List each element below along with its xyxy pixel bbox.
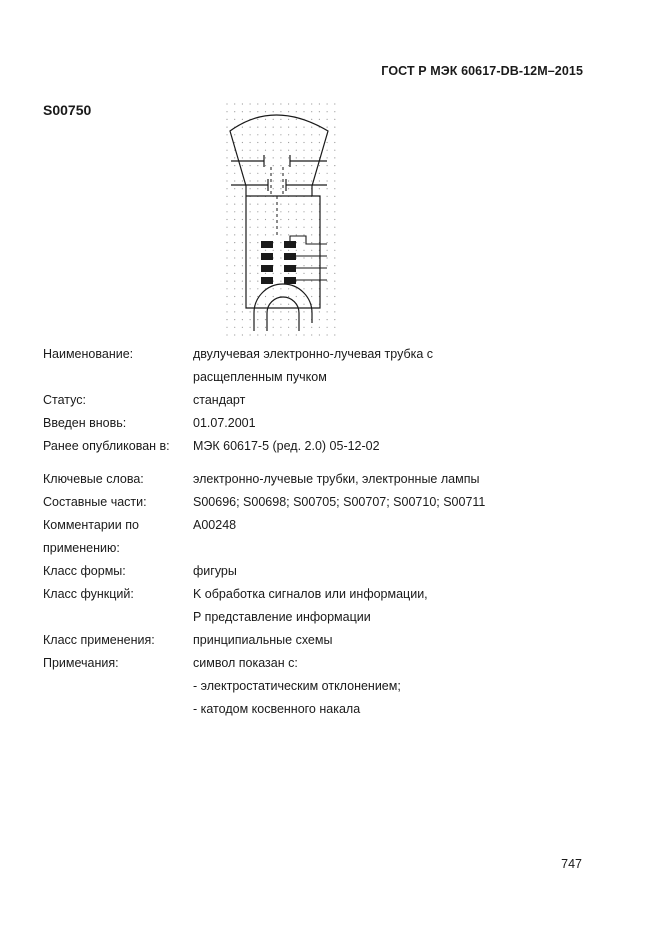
property-row [43, 491, 603, 514]
property-value: двулучевая электронно-лучевая трубка с [193, 347, 434, 361]
symbol-code: S00750 [43, 102, 92, 118]
property-label [43, 698, 193, 721]
property-value: 01.07.2001 [193, 416, 256, 430]
document-header: ГОСТ Р МЭК 60617-DB-12M–2015 [381, 64, 583, 78]
property-row [43, 468, 603, 491]
property-row [43, 629, 603, 652]
property-row [43, 514, 603, 537]
property-label: Комментарии по [43, 518, 139, 532]
beam-dashes [271, 167, 283, 236]
electrode-blocks [261, 241, 296, 284]
property-value: МЭК 60617-5 (ред. 2.0) 05-12-02 [193, 439, 380, 453]
property-label: Составные части: [43, 495, 147, 509]
property-row [43, 366, 603, 389]
property-label: Наименование: [43, 347, 134, 361]
property-row [43, 343, 603, 366]
property-value: - катодом косвенного накала [193, 702, 361, 716]
property-label [43, 606, 193, 629]
property-value [193, 537, 603, 560]
property-value: принципиальные схемы [193, 633, 333, 647]
property-row [43, 698, 603, 721]
property-label [43, 675, 193, 698]
property-value: символ показан с: [193, 656, 298, 670]
property-value: K обработка сигналов или информации, [193, 587, 428, 601]
property-value: электронно-лучевые трубки, электронные лампы [193, 472, 480, 486]
property-label: Класс функций: [43, 587, 134, 601]
property-label: Статус: [43, 393, 86, 407]
property-label: Введен вновь: [43, 416, 127, 430]
page-number: 747 [561, 857, 582, 871]
tube-outline [230, 115, 328, 331]
property-label: Ранее опубликован в: [43, 439, 170, 453]
dot-grid-background [226, 103, 335, 335]
property-value: стандарт [193, 393, 246, 407]
property-row [43, 606, 603, 629]
property-row [43, 537, 603, 560]
property-row [43, 560, 603, 583]
deflection-plates-left [231, 155, 268, 191]
property-row [43, 583, 603, 606]
property-label: Класс формы: [43, 564, 126, 578]
property-value: расщепленным пучком [193, 370, 327, 384]
properties-table [43, 343, 603, 721]
property-label: Ключевые слова: [43, 472, 144, 486]
property-value: A00248 [193, 518, 237, 532]
property-row [43, 412, 603, 435]
property-label: Класс применения: [43, 633, 155, 647]
property-value: P представление информации [193, 610, 371, 624]
property-label: применению: [43, 541, 120, 555]
property-label: Примечания: [43, 656, 119, 670]
property-value: - электростатическим отклонением; [193, 679, 401, 693]
property-value: фигуры [193, 564, 237, 578]
crt-symbol-drawing [224, 101, 340, 336]
property-row [43, 435, 603, 458]
property-label [43, 366, 193, 389]
property-value: S00696; S00698; S00705; S00707; S00710; S00711 [193, 495, 486, 509]
property-row [43, 652, 603, 675]
property-row [43, 389, 603, 412]
deflection-plates-right [286, 155, 327, 191]
property-row [43, 675, 603, 698]
section-gap [43, 458, 603, 468]
